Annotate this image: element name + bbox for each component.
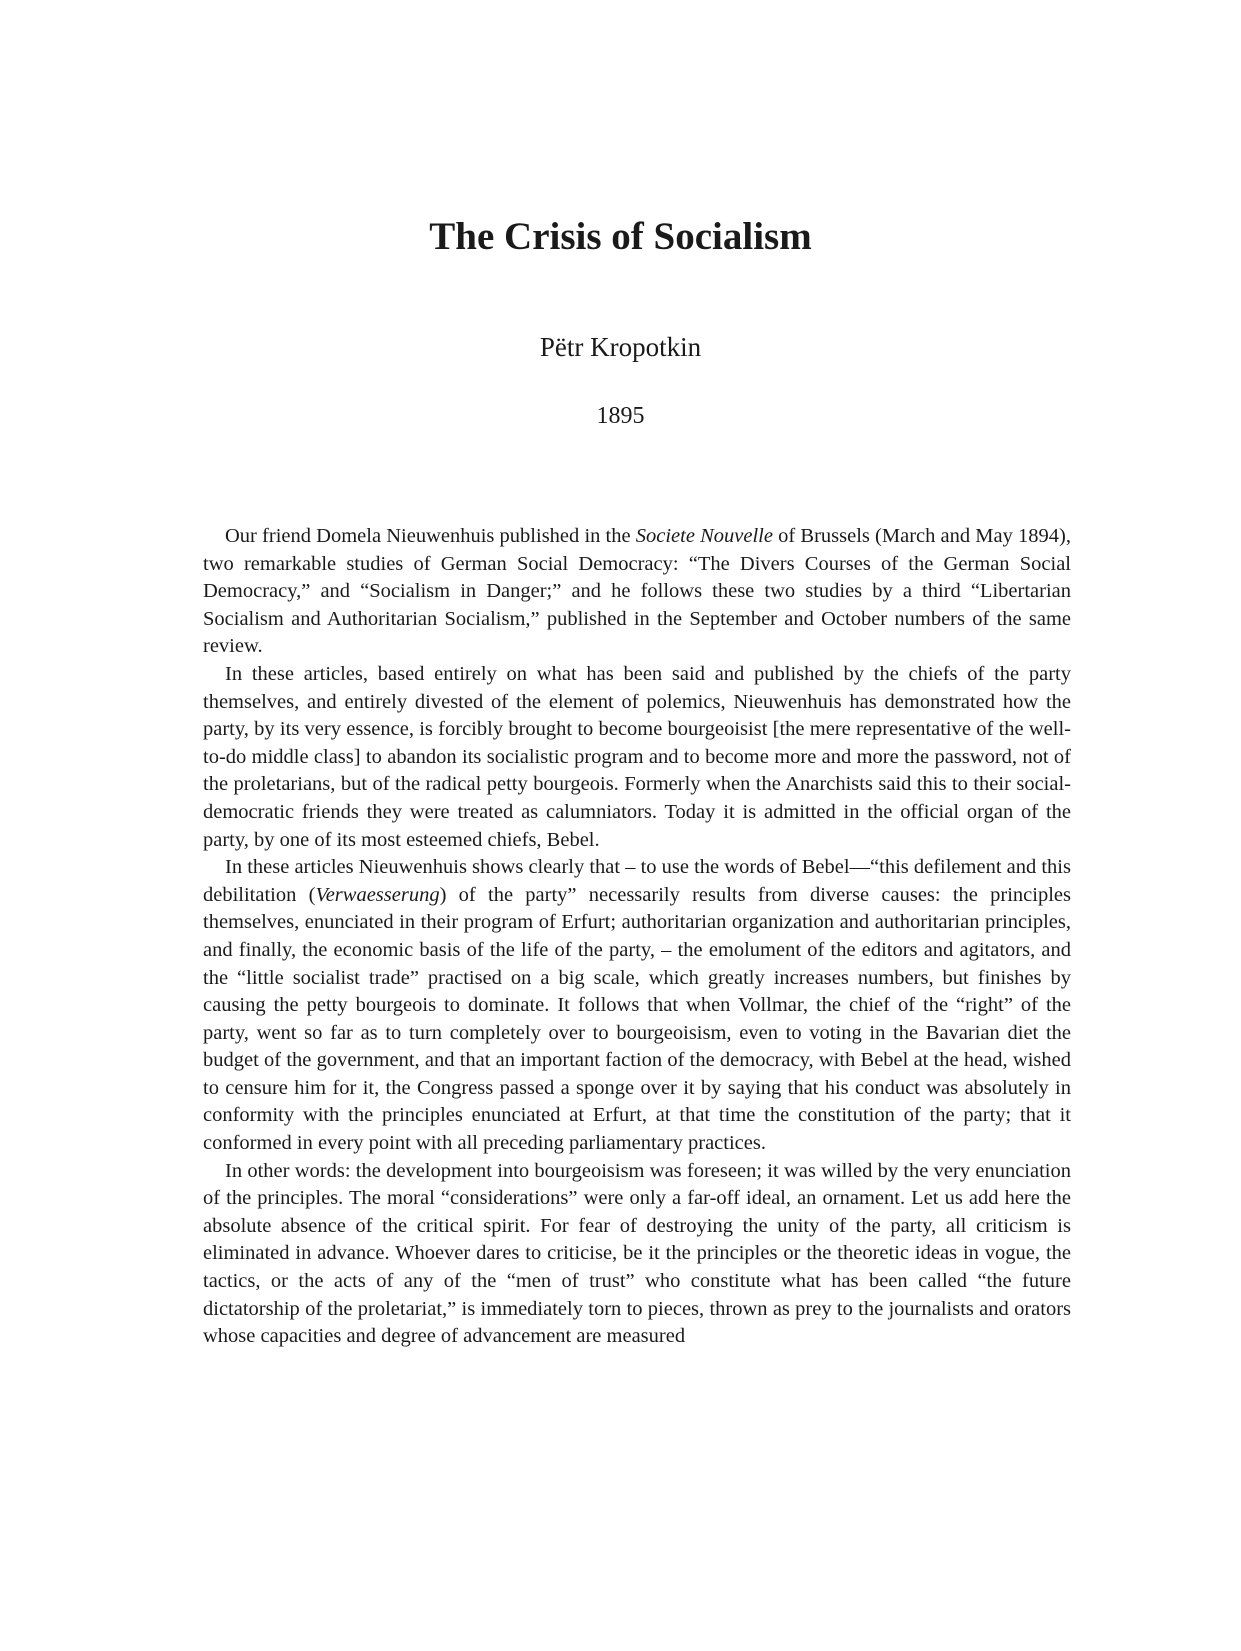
paragraph-3 [203, 854, 1071, 1158]
journal-name: Societe Nouvelle [635, 525, 773, 547]
paragraph-3-text-a: In these articles Nieuwenhuis shows clearly that – to use the words of Bebel—“this defilement and this debilitation ( [203, 856, 1071, 906]
paragraph-1-text-a: Our friend Domela Nieuwenhuis published in the [225, 525, 636, 547]
paragraph-1-text-b: of Brussels (March and May 1894), two remarkable studies of German Social Democracy: “The Divers Courses of the German Social Democracy,” and “Socialism in Danger;” and he follows these two studies by a third “Libertarian Socialism and Authoritarian Socialism,” published in the September and October numbers of the same review. [203, 525, 1071, 658]
author-name: Pëtr Kropotkin [539, 332, 702, 362]
paragraph-1 [203, 523, 1071, 661]
publication-year: 1895 [596, 403, 645, 429]
paragraph-2: In these articles, based entirely on what has been said and published by the chiefs of the party themselves, and entirely divested of the element of polemics, Nieuwenhuis has demonstrated how the party, by its very essence, is forcibly brought to become bourgeoisist [the mere representative of the well-to-do middle class] to abandon its socialistic program and to become more and more the password, not of the proletarians, but of the radical petty bourgeois. Formerly when the Anarchists said this to their social-democratic friends they were treated as calumniators. Today it is admitted in the official organ of the party, by one of its most esteemed chiefs, Bebel. [203, 662, 1071, 851]
german-term: Verwaesserung [315, 883, 440, 906]
body-text [203, 523, 1071, 1351]
document-title: The Crisis of Socialism [429, 215, 812, 258]
paragraph-3-text-b: ) of the party” necessarily results from diverse causes: the principles themselves, enunciated in their program of Erfurt; authoritarian organization and authoritarian principles, and finally, the economic basis of the life of the party, – the emolument of the editors and agitators, and the “little socialist trade” practised on a big scale, which greatly increases numbers, but finishes by causing the petty bourgeois to dominate. It follows that when Vollmar, the chief of the “right” of the party, went so far as to turn completely over to bourgeoisism, even to voting in the Bavarian diet the budget of the government, and that an important faction of the democracy, with Bebel at the head, wished to censure him for it, the Congress passed a sponge over it by saying that his conduct was absolutely in conformity with the principles enunciated at Erfurt, at that time the constitution of the party; that it conformed in every point with all preceding parliamentary practices. [203, 883, 1071, 1155]
paragraph-4: In other words: the development into bourgeoisism was foreseen; it was willed by the very enunciation of the principles. The moral “considerations” were only a far-off ideal, an ornament. Let us add here the absolute absence of the critical spirit. For fear of destroying the unity of the party, all criticism is eliminated in advance. Whoever dares to criticise, be it the principles or the theoretic ideas in vogue, the tactics, or the acts of any of the “men of trust” who constitute what has been called “the future dictatorship of the proletariat,” is immediately torn to pieces, thrown as prey to the journalists and orators whose capacities and degree of advancement are measured [203, 1159, 1071, 1348]
